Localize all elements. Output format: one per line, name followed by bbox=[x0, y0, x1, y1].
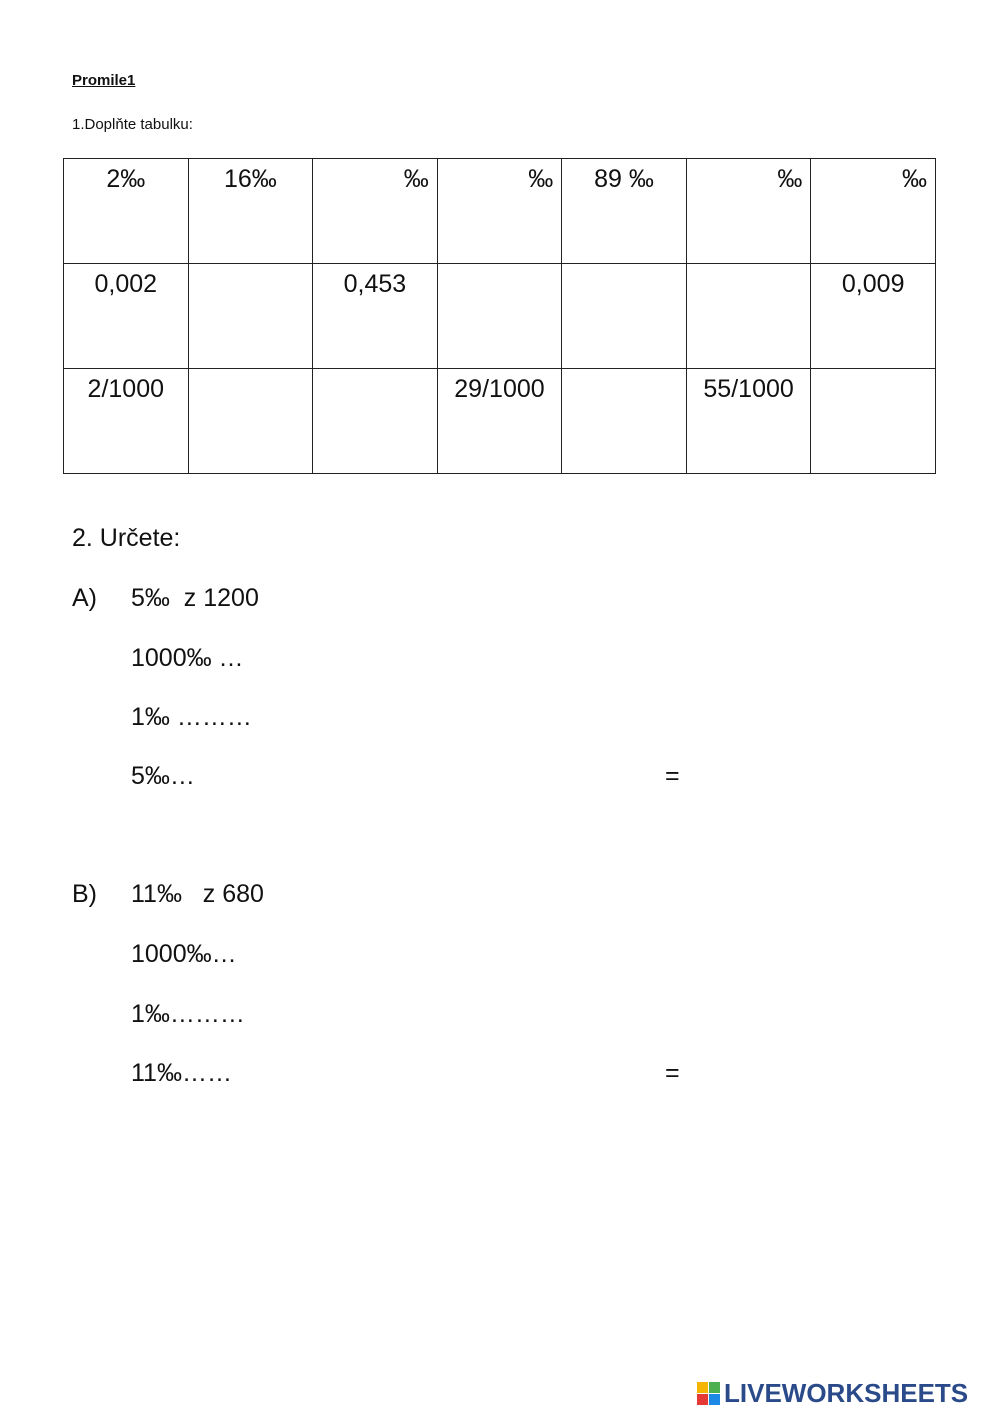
table-instruction: 1.Doplňte tabulku: bbox=[72, 116, 193, 133]
section-2-heading: 2. Určete: bbox=[72, 524, 181, 552]
table-cell[interactable] bbox=[811, 369, 936, 474]
table-cell[interactable]: 89 ‰ bbox=[562, 159, 687, 264]
table-cell[interactable]: 16‰ bbox=[188, 159, 313, 264]
table-cell[interactable]: 0,453 bbox=[313, 264, 438, 369]
logo-tile bbox=[697, 1382, 708, 1393]
table-cell[interactable]: 2/1000 bbox=[64, 369, 189, 474]
liveworksheets-logo bbox=[697, 1378, 968, 1409]
part-a-step-2[interactable]: 1‰ ……… bbox=[131, 703, 252, 731]
logo-tile bbox=[697, 1394, 708, 1405]
fill-in-table bbox=[63, 158, 936, 474]
part-a-step-3[interactable]: 5‰… bbox=[131, 762, 195, 790]
part-b-equals: = bbox=[665, 1059, 680, 1087]
table-cell[interactable]: 0,002 bbox=[64, 264, 189, 369]
table-row bbox=[64, 369, 936, 474]
part-b-step-2[interactable]: 1‰……… bbox=[131, 1000, 245, 1028]
liveworksheets-logo-icon bbox=[697, 1382, 720, 1405]
part-a-task: 5‰ z 1200 bbox=[131, 584, 259, 612]
table-cell[interactable]: 29/1000 bbox=[437, 369, 562, 474]
logo-tile bbox=[709, 1382, 720, 1393]
part-a-step-1[interactable]: 1000‰ … bbox=[131, 644, 244, 672]
table-cell[interactable]: ‰ bbox=[313, 159, 438, 264]
liveworksheets-logo-text: LIVEWORKSHEETS bbox=[724, 1378, 969, 1408]
table-cell[interactable] bbox=[313, 369, 438, 474]
table-cell[interactable]: ‰ bbox=[686, 159, 811, 264]
table-cell[interactable] bbox=[562, 369, 687, 474]
part-b-task: 11‰ z 680 bbox=[131, 880, 264, 908]
table-cell[interactable]: 0,009 bbox=[811, 264, 936, 369]
table-cell[interactable] bbox=[686, 264, 811, 369]
table-cell[interactable]: 55/1000 bbox=[686, 369, 811, 474]
table-cell[interactable] bbox=[188, 369, 313, 474]
table-cell[interactable] bbox=[562, 264, 687, 369]
table-cell[interactable]: 2‰ bbox=[64, 159, 189, 264]
table-cell[interactable] bbox=[437, 264, 562, 369]
table-row bbox=[64, 159, 936, 264]
table-cell[interactable]: ‰ bbox=[811, 159, 936, 264]
table-cell[interactable]: ‰ bbox=[437, 159, 562, 264]
document-title: Promile1 bbox=[72, 72, 136, 89]
part-b-step-3[interactable]: 11‰…… bbox=[131, 1059, 232, 1087]
logo-tile bbox=[709, 1394, 720, 1405]
part-a-label: A) bbox=[72, 584, 97, 612]
part-a-equals: = bbox=[665, 762, 680, 790]
part-b-step-1[interactable]: 1000‰… bbox=[131, 940, 237, 968]
table-cell[interactable] bbox=[188, 264, 313, 369]
table-row bbox=[64, 264, 936, 369]
part-b-label: B) bbox=[72, 880, 97, 908]
